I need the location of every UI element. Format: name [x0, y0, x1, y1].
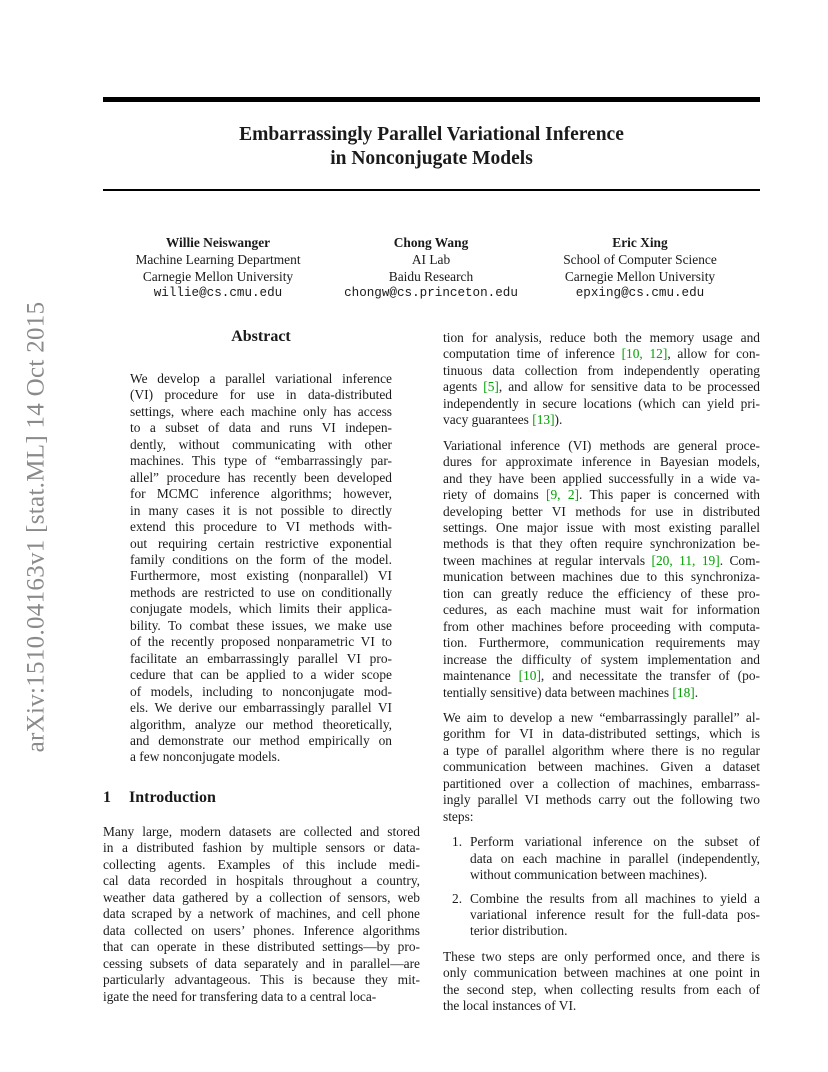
- text-line: [443, 396, 760, 412]
- author-block-1: [98, 234, 338, 302]
- text-line: [443, 379, 760, 395]
- text-line: steps:: [443, 808, 474, 824]
- text-line: machines. This type of “embarrassingly par-: [130, 453, 392, 469]
- text-run: . This paper is concerned with: [579, 487, 760, 503]
- author-email[interactable]: epxing@cs.cmu.edu: [575, 286, 705, 300]
- text-run: and they have been applied successfully in a wide va-: [443, 470, 760, 486]
- author-name: Willie Neiswanger: [165, 235, 271, 250]
- text-line: a few nonconjugate models.: [130, 749, 281, 765]
- intro-paragraph-1: [103, 824, 420, 1005]
- text-line: [443, 346, 760, 362]
- text-line: conjugate models, which limits their applica-: [130, 601, 392, 617]
- text-run: tion. Furthermore, communication requirements may: [443, 635, 760, 651]
- text-run: independently in secure locations (which can yield pri-: [443, 395, 760, 411]
- text-line: in a distributed fashion by multiple sensors or data-: [103, 840, 420, 856]
- text-run: tentially sensitive) data between machines: [443, 684, 673, 700]
- text-line: [443, 438, 760, 454]
- section-heading-introduction: [103, 789, 216, 807]
- paper-title: [103, 123, 760, 171]
- author-institution: Carnegie Mellon University: [142, 269, 294, 284]
- text-line: [443, 635, 760, 651]
- text-run: maintenance: [443, 668, 519, 684]
- text-line: settings, where each machine only has access: [130, 403, 392, 419]
- intro-paragraph-2: [443, 438, 760, 701]
- list-item: [443, 834, 760, 883]
- section-number: 1: [103, 789, 111, 806]
- text-line: that can operate in these distributed settings—by pro-: [103, 939, 420, 955]
- text-line: variational inference result for the full-data pos-: [470, 906, 760, 922]
- text-run: . Com-: [719, 552, 761, 568]
- text-line: ingly parallel VI methods carry out the following two: [443, 792, 760, 808]
- text-line: [443, 569, 760, 585]
- text-line: Furthermore, most existing (nonparallel) VI: [130, 568, 392, 584]
- text-run: computation time of inference: [443, 346, 622, 362]
- intro-paragraph-1-continued: [443, 330, 760, 429]
- arxiv-identifier-text: arXiv:1510.04163v1 [stat.ML] 14 Oct 2015: [22, 301, 49, 753]
- text-line: [443, 586, 760, 602]
- text-line: [443, 330, 760, 346]
- text-line: bility. To combat these issues, we make use: [130, 617, 392, 633]
- citation-link[interactable]: [5]: [483, 379, 499, 395]
- text-line: cessing subsets of data separately and in parallel—are: [103, 955, 420, 971]
- text-line: collecting agents. Examples of this include medi-: [103, 856, 420, 872]
- citation-link[interactable]: [9, 2]: [546, 487, 580, 503]
- text-line: [443, 487, 760, 503]
- text-line: cedure that can be applied to a wider scope: [130, 667, 392, 683]
- text-run: from other machines before proceeding with computa-: [443, 618, 760, 634]
- author-email[interactable]: willie@cs.cmu.edu: [153, 286, 283, 300]
- text-line: [443, 685, 760, 701]
- title-line-1: Embarrassingly Parallel Variational Inference: [239, 124, 624, 145]
- citation-link[interactable]: [18]: [672, 684, 695, 700]
- list-item-number: 2.: [452, 890, 463, 906]
- text-run: munication between machines due to this synchroniza-: [443, 569, 760, 585]
- author-block-3: [520, 234, 760, 302]
- text-line: els. We derive our embarrassingly parallel VI: [130, 700, 392, 716]
- text-line: Perform variational inference on the subset of: [470, 834, 760, 850]
- citation-link[interactable]: [13]: [532, 412, 555, 428]
- text-line: [443, 412, 760, 428]
- text-line: dently, without communicating with other: [130, 436, 392, 452]
- text-line: data scraped by a network of machines, and cell phone: [103, 906, 420, 922]
- text-line: methods are restricted to use on conditionally: [130, 584, 392, 600]
- list-item-number: 1.: [452, 834, 463, 850]
- citation-link[interactable]: [20, 11, 19]: [651, 552, 720, 568]
- text-line: extend this procedure to VI methods with-: [130, 519, 392, 535]
- text-line: [443, 471, 760, 487]
- text-line: without communication between machines).: [470, 867, 708, 883]
- author-name: Eric Xing: [612, 235, 668, 250]
- text-line: allel” procedure has recently been developed: [130, 469, 392, 485]
- arxiv-identifier: [12, 282, 60, 772]
- section-title: Introduction: [129, 789, 216, 806]
- text-line: to a subset of data and runs VI indepen-: [130, 420, 392, 436]
- title-line-2: in Nonconjugate Models: [330, 148, 533, 169]
- text-line: Combine the results from all machines to yield a: [470, 890, 760, 906]
- text-line: only communication between machines at one point in: [443, 965, 760, 981]
- text-line: [443, 652, 760, 668]
- text-line: data collected on users’ phones. Inference algorithms: [103, 922, 420, 938]
- text-run: developing better VI methods for use in distributed: [443, 503, 760, 519]
- right-column-body: [443, 330, 760, 1024]
- text-run: tinuous data collection from independently operating: [443, 362, 760, 378]
- text-line: Many large, modern datasets are collected and stored: [103, 824, 420, 839]
- abstract-body: [130, 371, 392, 766]
- author-block-2: [311, 234, 551, 302]
- list-item: [443, 891, 760, 940]
- intro-paragraph-4: [443, 949, 760, 1015]
- author-institution: Carnegie Mellon University: [564, 269, 716, 284]
- text-line: a type of parallel algorithm where there is no regular: [443, 742, 760, 758]
- text-line: for MCMC inference algorithms; however,: [130, 486, 392, 502]
- abstract-paragraph: [130, 371, 392, 766]
- text-run: Variational inference (VI) methods are general proce-: [443, 437, 760, 453]
- author-name: Chong Wang: [393, 235, 469, 250]
- text-line: particularly advantageous. This is because they mit-: [103, 972, 420, 988]
- author-affiliation: School of Computer Science: [563, 252, 717, 267]
- intro-paragraph-3: [443, 710, 760, 825]
- text-line: algorithm, analyze our method theoretically,: [130, 716, 392, 732]
- text-line: We develop a parallel variational inference: [130, 371, 392, 386]
- text-line: the local instances of VI.: [443, 998, 577, 1014]
- steps-list: [443, 834, 760, 940]
- abstract-heading: Abstract: [231, 328, 291, 345]
- text-line: [443, 536, 760, 552]
- citation-link[interactable]: [10, 12]: [621, 346, 668, 362]
- text-line: family conditions on the form of the model.: [130, 551, 392, 567]
- text-run: settings. One major issue with most existing parallel: [443, 519, 760, 535]
- top-rule: [103, 97, 760, 102]
- text-line: of the recently proposed nonparametric VI to: [130, 634, 392, 650]
- citation-link[interactable]: [10]: [518, 668, 541, 684]
- text-run: ).: [554, 412, 563, 428]
- text-run: , and allow for sensitive data to be processed: [498, 379, 761, 395]
- text-run: tion for analysis, reduce both the memory usage and: [443, 330, 760, 345]
- text-run: dures for approximate inference in Bayesian models,: [443, 454, 760, 470]
- left-column-body: [103, 824, 420, 1014]
- text-line: [443, 504, 760, 520]
- author-institution: Baidu Research: [388, 269, 474, 284]
- title-bottom-rule: [103, 189, 760, 191]
- text-line: These two steps are only performed once, and there is: [443, 948, 760, 964]
- text-line: of models, including to nonconjugate mod-: [130, 683, 392, 699]
- text-line: [443, 602, 760, 618]
- text-line: communication between machines. Given a dataset: [443, 759, 760, 775]
- text-line: out requiring certain restrictive exponential: [130, 535, 392, 551]
- text-line: weather data gathered by a collection of sensors, web: [103, 889, 420, 905]
- text-run: vacy guarantees: [443, 412, 533, 428]
- text-run: increase the difficulty of system implementation and: [443, 651, 760, 667]
- text-run: methods is that they often require synchronization be-: [443, 536, 760, 552]
- text-line: gorithm for VI in data-distributed settings, which is: [443, 726, 760, 742]
- text-line: [443, 553, 760, 569]
- text-line: in many cases it is not possible to directly: [130, 502, 392, 518]
- text-line: and demonstrate our method empirically on: [130, 732, 392, 748]
- text-line: terior distribution.: [470, 923, 568, 939]
- text-run: tion can greatly reduce the efficiency of these pro-: [443, 585, 760, 601]
- text-line: We aim to develop a new “embarrassingly parallel” al-: [443, 709, 760, 725]
- text-line: (VI) procedure for use in data-distributed: [130, 387, 392, 403]
- text-line: the second step, when collecting results from each of: [443, 981, 760, 997]
- text-run: tween machines at regular intervals: [443, 552, 652, 568]
- text-line: [443, 619, 760, 635]
- text-line: cal data recorded in hospitals throughout a country,: [103, 873, 420, 889]
- text-line: [443, 520, 760, 536]
- author-affiliation: Machine Learning Department: [135, 252, 301, 267]
- text-line: igate the need for transfering data to a central loca-: [103, 988, 377, 1004]
- text-run: , and necessitate the transfer of (po-: [540, 668, 760, 684]
- text-line: [443, 668, 760, 684]
- text-line: [443, 454, 760, 470]
- text-run: , allow for con-: [667, 346, 760, 362]
- text-line: data on each machine in parallel (independently,: [470, 850, 760, 866]
- text-line: facilitate an embarrassingly parallel VI pro-: [130, 650, 392, 666]
- text-run: riety of domains: [443, 487, 547, 503]
- text-line: partitioned over a collection of machines, embarrass-: [443, 775, 760, 791]
- text-line: [443, 363, 760, 379]
- text-run: .: [694, 684, 699, 700]
- author-email[interactable]: chongw@cs.princeton.edu: [344, 286, 518, 300]
- text-run: cedures, as each machine must wait for information: [443, 602, 760, 618]
- text-run: agents: [443, 379, 484, 395]
- author-affiliation: AI Lab: [411, 252, 451, 267]
